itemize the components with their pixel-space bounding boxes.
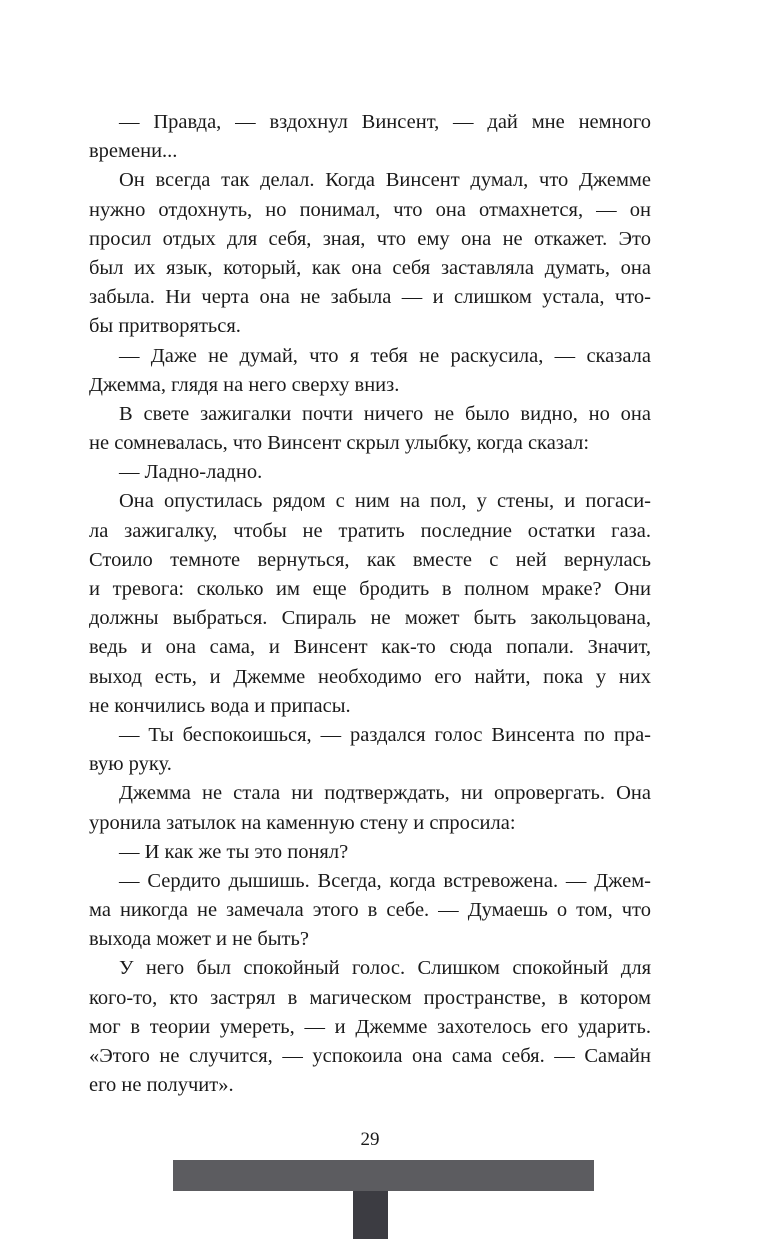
- text-line: ла зажигалку, чтобы не тратить последние остатки газа.: [89, 519, 651, 542]
- text-line: его не получит».: [89, 1074, 234, 1097]
- text-line: забыла. Ни черта она не забыла — и слишком устала, что-: [89, 286, 651, 309]
- text-line: «Этого не случится, — успокоила она сама себя. — Самайн: [89, 1045, 651, 1067]
- text-line: и тревога: сколько им еще бродить в полном мраке? Они: [89, 578, 651, 600]
- text-line: не кончились вода и припасы.: [89, 694, 351, 717]
- text-line: Он всегда так делал. Когда Винсент думал, что Джемме: [119, 169, 651, 192]
- text-line: вую руку.: [89, 753, 172, 776]
- text-line: бы притворяться.: [89, 315, 241, 338]
- text-line: — Сердито дышишь. Всегда, когда встревожена. — Джем-: [119, 869, 651, 892]
- text-line: ма никогда не замечала этого в себе. — Думаешь о том, что: [89, 899, 651, 922]
- page-number: 29: [360, 1129, 380, 1150]
- text-line: — Ладно-ладно.: [119, 461, 263, 484]
- text-line: должны выбраться. Спираль не может быть закольцована,: [89, 607, 651, 630]
- body-text: [89, 108, 651, 1100]
- text-line: — Даже не думай, что я тебя не раскусила, — сказала: [119, 344, 651, 367]
- text-line: Джемма не стала ни подтверждать, ни опровергать. Она: [119, 782, 651, 805]
- text-line: был их язык, который, как она себя заставляла думать, она: [89, 256, 651, 279]
- text-line: выхода может и не быть?: [89, 928, 309, 951]
- text-line: не сомневалась, что Винсент скрыл улыбку, когда сказал:: [89, 432, 590, 455]
- text-line: кого-то, кто застрял в магическом пространстве, в котором: [89, 986, 651, 1009]
- text-line: У него был спокойный голос. Слишком спокойный для: [119, 957, 651, 980]
- text-line: Она опустилась рядом с ним на пол, у стены, и погаси-: [119, 490, 651, 513]
- footer-bar: [173, 1160, 594, 1191]
- text-line: уронила затылок на каменную стену и спросила:: [89, 811, 516, 834]
- text-line: просил отдых для себя, зная, что ему она не откажет. Это: [89, 227, 651, 250]
- text-line: — И как же ты это понял?: [119, 840, 349, 863]
- text-line: — Ты беспокоишься, — раздался голос Винсента по пра-: [119, 723, 651, 746]
- text-line: Стоило темноте вернуться, как вместе с ней вернулась: [89, 548, 651, 571]
- text-line: времени...: [89, 140, 178, 163]
- text-line: выход есть, и Джемме необходимо его найти, пока у них: [89, 665, 651, 688]
- text-line: нужно отдохнуть, но понимал, что она отмахнется, — он: [89, 198, 651, 221]
- text-line: мог в теории умереть, — и Джемме захотелось его ударить.: [89, 1015, 651, 1038]
- text-line: ведь и она сама, и Винсент как-то сюда попали. Значит,: [89, 636, 651, 659]
- text-line: — Правда, — вздохнул Винсент, — дай мне немного: [119, 111, 651, 133]
- text-line: В свете зажигалки почти ничего не было видно, но она: [119, 402, 651, 425]
- text-line: Джемма, глядя на него сверху вниз.: [89, 373, 400, 396]
- footer-tab: [353, 1191, 388, 1239]
